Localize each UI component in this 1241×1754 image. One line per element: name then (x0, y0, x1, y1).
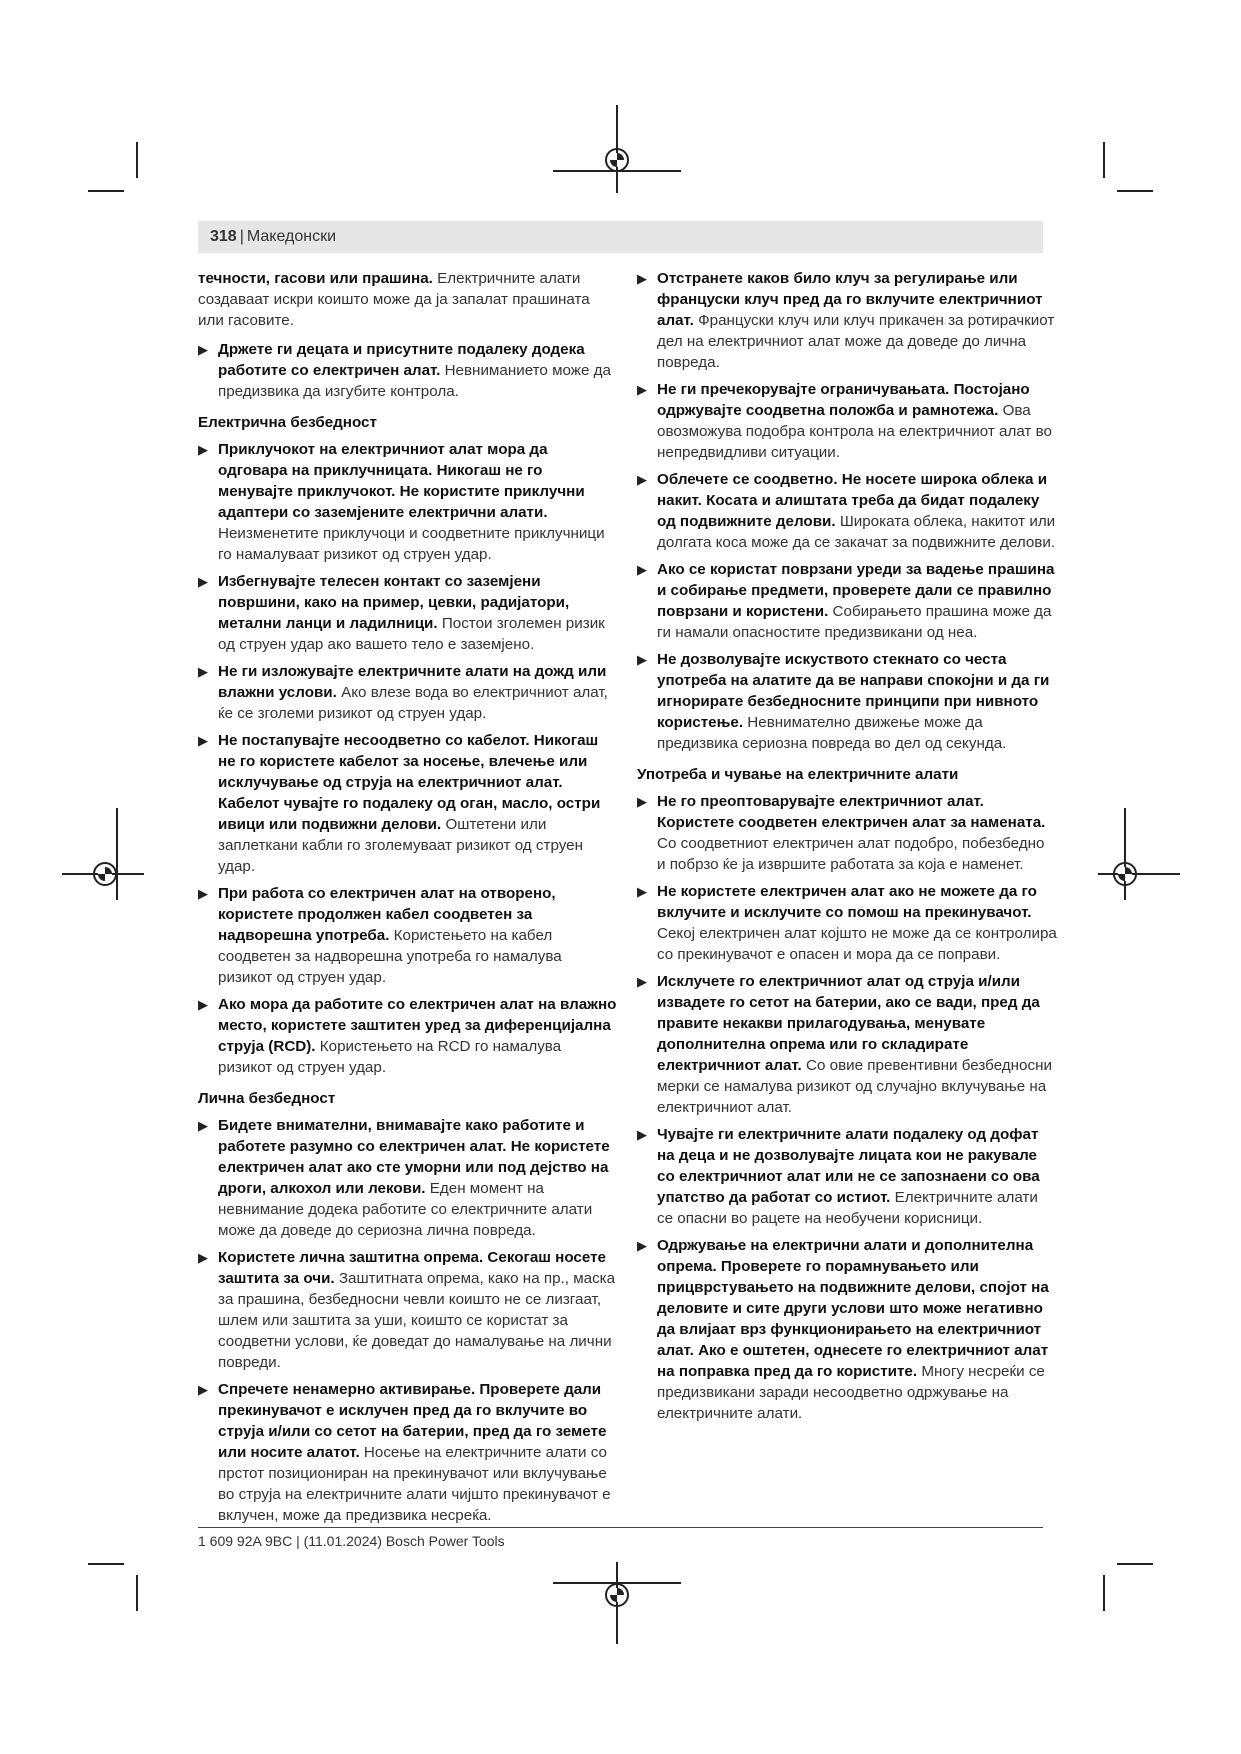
bullet-arrow-icon: ▶ (637, 974, 647, 989)
list-item: ▶ Не ги пречекорувајте ограничувањата. Постојано одржувајте соодветна положба и рамнотежа. Ова овозможува подобра контрола на електричниот алат во непредвидливи ситуации. (637, 381, 1052, 461)
list-item: ▶ Ако се користат поврзани уреди за вадење прашина и собирање предмети, проверете дали се правилно поврзани и користени. Собирањето прашина може да ги намали опасностите предизвикани од неа. (637, 561, 1055, 641)
registration-line (1124, 808, 1126, 900)
bullet-arrow-icon: ▶ (637, 562, 647, 577)
list-item: ▶ Облечете се соодветно. Не носете широка облека и накит. Косата и алиштата треба да бидат подалеку од подвижните делови. Широката облека, накитот или долгата коса може да се закачат за подвижните делови. (637, 471, 1056, 551)
page-footer: 1 609 92A 9BC | (11.01.2024) Bosch Power Tools (198, 1533, 505, 1549)
list-item: ▶ Не постапувајте несоодветно со кабелот. Никогаш не го користете кабелот за носење, влечење или исклучување од струја на електричниот алат. Кабелот чувајте го подалеку од оган, масло, остри ивици или подвижни делови. Оштетени или заплеткани кабли го зголемуваат ризикот од струен удар. (198, 732, 601, 875)
registration-target-icon (1113, 862, 1137, 886)
bullet-arrow-icon: ▶ (198, 342, 208, 357)
list-item: ▶ При работа со електричен алат на отворено, користете продолжен кабел соодветен за надворешна употреба. Користењето на кабел соодветен за надворешна употреба го намалува ризикот од струен удар. (198, 885, 562, 986)
footer-divider (198, 1527, 1043, 1528)
list-item: ▶ Не дозволувајте искуството стекнато со честа употреба на алатите да ве направи спокојни и да ги игнорирате безбедносните принципи при нивното користење. Невнимателно движење може да предизвика сериозна повреда во дел од секунда. (637, 651, 1050, 752)
crop-mark (1103, 142, 1105, 178)
crop-mark (1117, 1563, 1153, 1565)
section-heading: Електрична безбедност (198, 414, 377, 431)
list-item: ▶ Бидете внимателни, внимавајте како работите и работете разумно со електричен алат. Не користете електричен алат ако сте уморни или под дејство на дроги, алкохол или лекови. Еден момент на невнимание додека работите со електричните алати може да доведе до сериозна лична повреда. (198, 1117, 610, 1239)
left-column (198, 268, 618, 1532)
crop-mark (1117, 190, 1153, 192)
registration-line (1098, 873, 1180, 875)
list-item: ▶ Не го преоптоварувајте електричниот алат. Користете соодветен електричен алат за намената. Со соодветниот електричен алат подобро, побезбедно и побрзо ќе ја извршите работата за која е наменет. (637, 793, 1046, 873)
section-heading: Употреба и чување на електричните алати (637, 766, 959, 783)
bullet-arrow-icon: ▶ (637, 271, 647, 286)
right-column (637, 268, 1057, 1430)
header-language: Македонски (246, 228, 336, 245)
list-item: ▶ Ако мора да работите со електричен алат на влажно место, користете заштитен уред за диференцијална струја (RCD). Користењето на RCD го намалува ризикот од струен удар. (198, 996, 617, 1076)
registration-target-icon (93, 862, 117, 886)
crop-mark (136, 1575, 138, 1611)
list-item: ▶ Исклучете го електричниот алат од струја и/или извадете го сетот на батерии, ако се вади, пред да правите некакви прилагодувања, менувате дополнителна опрема или го складирате електричниот алат. Со овие превентивни безбедносни мерки се намалува ризикот од случајно вклучување на електричниот алат. (637, 973, 1052, 1116)
list-item: ▶ Не користете електричен алат ако не можете да го вклучите и исклучите со помош на прекинувачот. Секој електричен алат којшто не може да се контролира со прекинувачот е опасен и мора да се поправи. (637, 883, 1057, 963)
crop-mark (1103, 1575, 1105, 1611)
bullet-arrow-icon: ▶ (198, 664, 208, 679)
bullet-arrow-icon: ▶ (637, 472, 647, 487)
page-header (198, 221, 1043, 253)
page-number: 318 (210, 228, 237, 245)
registration-target-icon (605, 148, 629, 172)
crop-mark (88, 1563, 124, 1565)
list-item: ▶ Спречете ненамерно активирање. Проверете дали прекинувачот е исклучен пред да го вклучите во струја и/или со сетот на батерии, пред да го земете или носите алатот. Носење на електричните алати со прстот позициониран на прекинувачот или вклучување во струја на електричните алати чијшто прекинувачот е вклучен, може да предизвика несреќа. (198, 1381, 611, 1524)
bullet-arrow-icon: ▶ (198, 886, 208, 901)
intro-paragraph: течности, гасови или прашина. Електричните алати создаваат искри коишто може да ја запалат прашината или гасовите. (198, 270, 590, 329)
bullet-arrow-icon: ▶ (198, 1382, 208, 1397)
bullet-arrow-icon: ▶ (637, 382, 647, 397)
list-item: ▶ Приклучокот на електричниот алат мора да одговара на приклучницата. Никогаш не го менувајте приклучокот. Не користите приклучни адаптери со заземјените електрични алати. Неизменетите приклучоци и соодветните приклучници го намалуваат ризикот од струен удар. (198, 441, 605, 563)
bullet-arrow-icon: ▶ (198, 733, 208, 748)
section-heading: Лична безбедност (198, 1090, 336, 1107)
header-separator: | (239, 228, 244, 245)
registration-target-icon (605, 1583, 629, 1607)
bullet-arrow-icon: ▶ (198, 1250, 208, 1265)
bullet-arrow-icon: ▶ (198, 1118, 208, 1133)
list-item: ▶ Не ги изложувајте електричните алати на дожд или влажни услови. Ако влезе вода во електричниот алат, ќе се зголеми ризикот од струен удар. (198, 663, 608, 722)
bullet-arrow-icon: ▶ (637, 884, 647, 899)
bullet-arrow-icon: ▶ (198, 442, 208, 457)
list-item: ▶ Отстранете каков било клуч за регулирање или француски клуч пред да го вклучите електричниот алат. Француски клуч или клуч прикачен за ротирачкиот дел на електричниот алат може да доведе до лична повреда. (637, 270, 1055, 371)
bullet-arrow-icon: ▶ (637, 1238, 647, 1253)
bullet-arrow-icon: ▶ (637, 652, 647, 667)
bullet-arrow-icon: ▶ (198, 997, 208, 1012)
list-item: ▶ Чувајте ги електричните алати подалеку од дофат на деца и не дозволувајте лицата кои не ракувале со електричниот алат или не се запознаени со ова упатство да работат со истиот. Електричните алати се опасни во рацете на необучени корисници. (637, 1126, 1040, 1227)
bullet-arrow-icon: ▶ (198, 574, 208, 589)
crop-mark (88, 190, 124, 192)
registration-line (116, 808, 118, 900)
list-item: ▶ Држете ги децата и присутните подалеку додека работите со електричен алат. Невниманието може да предизвика да изгубите контрола. (198, 341, 611, 400)
bullet-arrow-icon: ▶ (637, 794, 647, 809)
list-item: ▶ Користете лична заштитна опрема. Секогаш носете заштита за очи. Заштитната опрема, како на пр., маска за прашина, безбедносни чевли коишто не се лизгаат, шлем или заштита за уши, коишто се користат за соодветни услови, ќе доведат до намалување на лични повреди. (198, 1249, 616, 1371)
list-item: ▶ Избегнувајте телесен контакт со заземјени површини, како на пример, цевки, радијатори, метални ланци и ладилници. Постои зголемен ризик од струен удар ако вашето тело е заземјено. (198, 573, 605, 653)
crop-mark (136, 142, 138, 178)
list-item: ▶ Одржување на електрични алати и дополнителна опрема. Проверете го порамнувањето или прицврстувањето на подвижните делови, спојот на деловите и сите други услови што може негативно да влијаат врз функционирањето на електричниот алат. Ако е оштетен, однесете го електричниот алат на поправка пред да го користите. Многу несреќи се предизвикани заради несоодветно одржување на електричните алати. (637, 1237, 1049, 1422)
bullet-arrow-icon: ▶ (637, 1127, 647, 1142)
